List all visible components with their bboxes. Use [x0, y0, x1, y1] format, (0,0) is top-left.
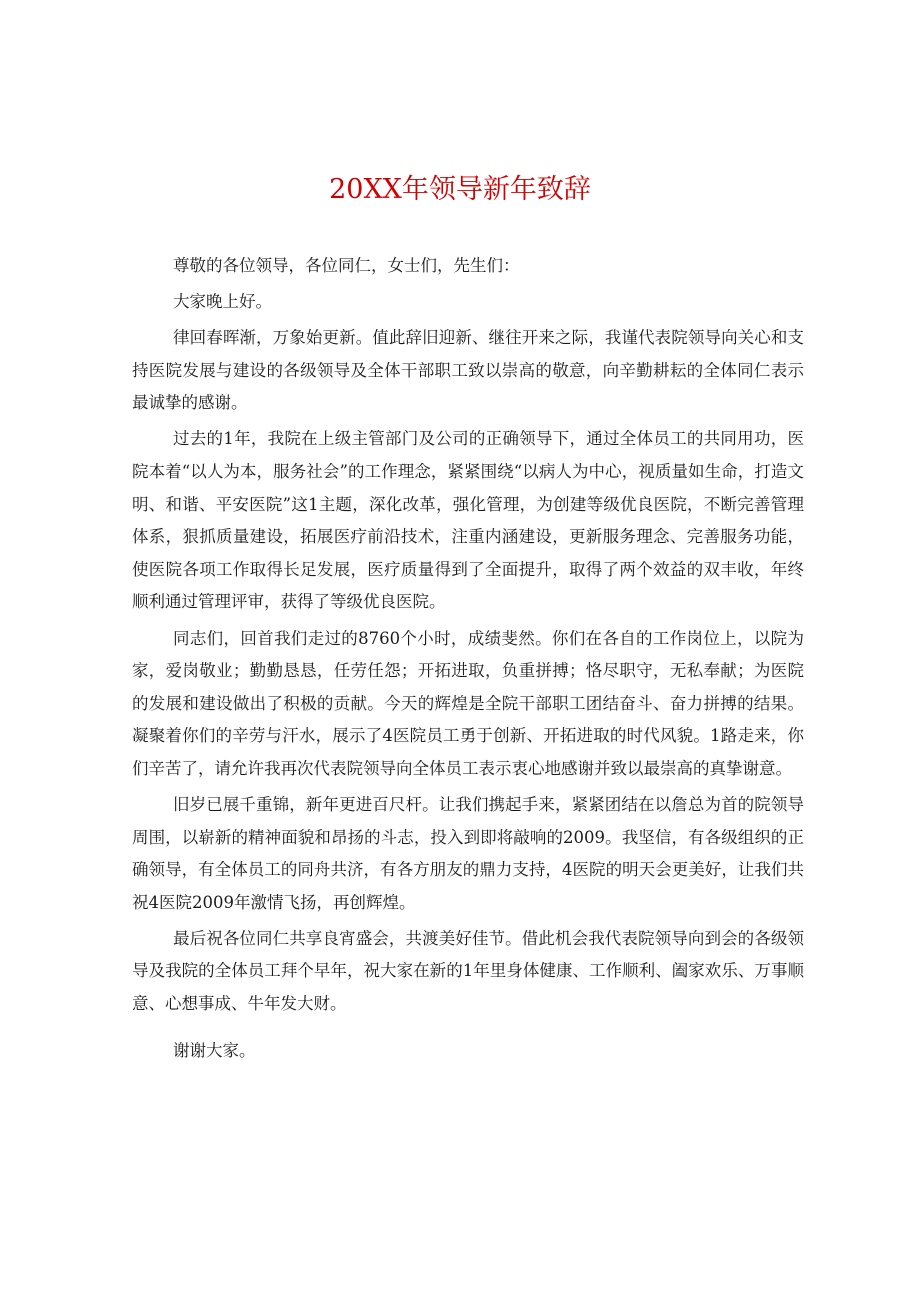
- document-body: [132, 250, 804, 1071]
- paragraph: 过去的1年，我院在上级主管部门及公司的正确领导下，通过全体员工的共同用功，医院本着“以人为本，服务社会”的工作理念，紧紧围绕“以病人为中心，视质量如生命，打造文明、和谐、平安医院”这1主题，深化改革，强化管理，为创建等级优良医院，不断完善管理体系，狠抓质量建设，拓展医疗前沿技术，注重内涵建设，更新服务理念、完善服务功能，使医院各项工作取得长足发展，医疗质量得到了全面提升，取得了两个效益的双丰收，年终顺利通过管理评审，获得了等级优良医院。: [132, 429, 804, 612]
- salutation: 尊敬的各位领导，各位同仁，女士们，先生们：: [173, 256, 520, 275]
- paragraph: 同志们，回首我们走过的8760个小时，成绩斐然。你们在各自的工作岗位上，以院为家，爱岗敬业；勤勤恳恳，任劳任怨；开拓进取，负重拼搏；恪尽职守，无私奉献；为医院的发展和建设做出了积极的贡献。今天的辉煌是全院干部职工团结奋斗、奋力拼搏的结果。凝聚着你们的辛劳与汗水，展示了4医院员工勇于创新、开拓进取的时代风貌。1路走来，你们辛苦了，请允许我再次代表院领导向全体员工表示衷心地感谢并致以最崇高的真挚谢意。: [132, 628, 804, 778]
- paragraph: 最后祝各位同仁共享良宵盛会，共渡美好佳节。借此机会我代表院领导向到会的各级领导及我院的全体员工拜个早年，祝大家在新的1年里身体健康、工作顺利、阖家欢乐、万事顺意、心想事成、牛年发大财。: [132, 928, 804, 1014]
- paragraph: 旧岁已展千重锦，新年更进百尺杆。让我们携起手来，紧紧团结在以詹总为首的院领导周围，以崭新的精神面貌和昂扬的斗志，投入到即将敲响的2009。我坚信，有各级组织的正确领导，有全体员工的同舟共济，有各方朋友的鼎力支持，4医院的明天会更美好，让我们共祝4医院2009年激情飞扬，再创辉煌。: [132, 795, 804, 912]
- paragraph: 律回春晖渐，万象始更新。值此辞旧迎新、继往开来之际，我谨代表院领导向关心和支持医院发展与建设的各级领导及全体干部职工致以崇高的敬意，向辛勤耕耘的全体同仁表示最诚挚的感谢。: [132, 328, 804, 413]
- greeting: 大家晚上好。: [173, 292, 272, 312]
- closing: 谢谢大家。: [173, 1040, 256, 1060]
- document-title: 20XX年领导新年致辞: [329, 174, 591, 205]
